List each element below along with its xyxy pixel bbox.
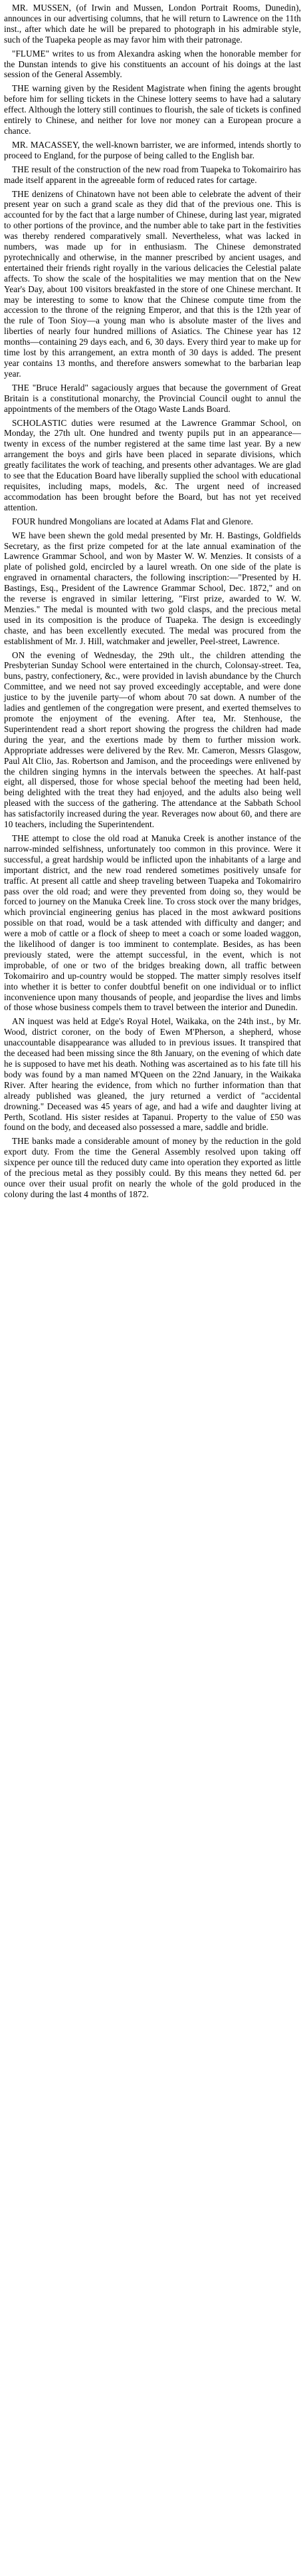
paragraph-mussen-photographer: MR. MUSSEN, (of Irwin and Mussen, London Portrait Rooms, Dunedin), announces in our advertising columns, that he will return to Lawrence on the 11th inst., after which date he will be prepared to photograph in his admirable style, such of the Tuapeka people as may favor him with their patronage.: [4, 3, 301, 45]
paragraph-gold-medal: WE have been shewn the gold medal presented by Mr. H. Bastings, Goldfields Secretary, as the first prize competed for at the late annual examination of the Lawrence Grammar School, and won by Master W. W. Menzies. It consists of a plate of polished gold, encircled by a laurel wreath. On one side of the plate is engraved in ornamental characters, the following inscription:—"Presented by H. Bastings, Esq., President of the Lawrence Grammar School, Dec. 1872," and on the reverse is engraved in similar lettering, "First prize, awarded to W. W. Menzies." The medal is mounted with two gold clasps, and the precious metal used in its composition is the produce of Tuapeka. The design is exceedingly chaste, and has been excellently executed. The medal was procured from the establishment of Mr. J. Hill, watchmaker and jeweller, Peel-street, Lawrence.: [4, 530, 301, 646]
paragraph-inquest: AN inquest was held at Edge's Royal Hotel, Waikaka, on the 24th inst., by Mr. Wood, district coroner, on the body of Ewen M'Pherson, a shepherd, whose unaccountable disappearance was alluded to in previous issues. It transpired that the deceased had been missing since the 8th January, on the evening of which date he is supposed to have met his death. Nothing was ascertained as to his fate till his body was found by a man named M'Queen on the 22nd January, in the Waikaka River. After hearing the evidence, from which no further information than that already published was gleaned, the jury returned a verdict of "accidental drowning." Deceased was 45 years of age, and had a wife and daughter living at Perth, Scotland. His sister resides at Tapanui. Property to the value of £50 was found on the body, and deceased also possessed a mare, saddle and bridle.: [4, 1016, 301, 1133]
paragraph-flume-letter: "FLUME" writes to us from Alexandra asking when the honorable member for the Dunstan intends to give his constituents an account of his doings at the last session of the General Assembly.: [4, 48, 301, 80]
paragraph-chinese-lottery: THE warning given by the Resident Magistrate when fining the agents brought before him for selling tickets in the Chinese lottery seems to have had a salutary effect. Although the lottery still continues to flourish, the sale of tickets is confined entirely to Chinese, and neither for love nor money can a European procure a chance.: [4, 83, 301, 136]
paragraph-cartage-rates: THE result of the construction of the new road from Tuapeka to Tokomairiro has made itself apparent in the agreeable form of reduced rates for cartage.: [4, 164, 301, 185]
paragraph-bruce-herald: THE "Bruce Herald" sagaciously argues that because the government of Great Britain is a constitutional monarchy, the Provincial Council ought to annul the appointments of the members of the Otago Waste Lands Board.: [4, 382, 301, 414]
paragraph-banks-gold-duty: THE banks made a considerable amount of money by the reduction in the gold export duty. From the time the General Assembly resolved upon taking off sixpence per ounce till the reduced duty came into operation they exported as little of the precious metal as they possibly could. By this means they netted 6d. per ounce over their usual profit on nearly the whole of the gold produced in the colony during the last 4 months of 1872.: [4, 1136, 301, 1199]
paragraph-grammar-school: SCHOLASTIC duties were resumed at the Lawrence Grammar School, on Monday, the 27th ult. One hundred and twenty pupils put in an appearance—twenty in excess of the number registered at the same time last year. By a new arrangement the boys and girls have been placed in separate divisions, which greatly facilitates the work of teaching, and presents other advantages. We are glad to see that the Education Board have liberally supplied the school with educational requisites, including maps, models, &c. The urgent need of increased accommodation has been brought before the Board, but has not yet received attention.: [4, 417, 301, 512]
paragraph-sunday-school: ON the evening of Wednesday, the 29th ult., the children attending the Presbyterian Sunday School were entertained in the church, Colonsay-street. Tea, buns, pastry, confectionery, &c., were provided in lavish abundance by the Church Committee, and we need not say proved exceedingly acceptable, and were done justice to by the juvenile party—of whom about 70 sat down. A number of the ladies and gentlemen of the congregation were present, and exerted themselves to promote the enjoyment of the evening. After tea, Mr. Stenhouse, the Superintendent read a short report showing the progress the children had made during the year, and the exertions made by them to further mission work. Appropriate addresses were delivered by the Rev. Mr. Cameron, Messrs Glasgow, Paul Alt Clio, Jas. Robertson and Jamison, and the proceedings were enlivened by the children singing hymns in the intervals between the speeches. At half-past eight, all dispersed, those for whose special behoof the meeting had been held, being delighted with the treat they had enjoyed, and the adults also being well pleased with the success of the gathering. The attendance at the Sabbath School has satisfactorily increased during the year. Reverages now about 60, and there are 10 teachers, including the Superintendent.: [4, 649, 301, 830]
paragraph-mongolians: FOUR hundred Mongolians are located at Adams Flat and Glenore.: [12, 516, 253, 526]
paragraph-chinese-new-year: THE denizens of Chinatown have not been able to celebrate the advent of their present year on such a grand scale as they did that of the previous one. This is accounted for by the fact that a large number of Chinese, during last year, migrated to other portions of the province, and the number able to take part in the festivities was thereby rendered comparatively small. Nevertheless, what was lacked in numbers, was made up for in enthusiasm. The Chinese demonstrated pyrotechnically and otherwise, in the manner prescribed by ancient usages, and entertained their friends right royally in the various delicacies the Celestial palate affects. To show the scale of the hospitalities we may mention that on the New Year's Day, about 100 visitors breakfasted in the store of one Chinese merchant. It may be interesting to some to know that the Chinese compute time from the accession to the throne of the reigning Emperor, and that this is the 12th year of the rule of Toon Sioy—a young man who is absolute master of the lives and liberties of nearly four hundred millions of Asiatics. The Chinese year has 12 months—containing 29 days each, and 6, 30 days. Every third year to make up for time lost by this arrangement, an extra month of 30 days is added. The present year contains 13 months, and therefore answers somewhat to the barbarian leap year.: [4, 188, 301, 379]
paragraph-macassey-barrister: MR. MACASSEY, the well-known barrister, we are informed, intends shortly to proceed to England, for the purpose of being called to the English bar.: [4, 139, 301, 160]
paragraph-manuka-creek-road: THE attempt to close the old road at Manuka Creek is another instance of the narrow-minded selfishness, unfortunately too common in this province. Were it successful, a great hardship would be inflicted upon the inhabitants of a large and important district, and the new road rendered sometimes positively unsafe for traffic. At present all cattle and sheep traveling between Tuapeka and Tokomairiro pass over the old road; and were they prevented from doing so, they would be forced to journey on the Manuka Creek line. To cross stock over the many bridges, which provincial engineering genius has placed in the most awkward positions possible on that road, would be a task attended with difficulty and danger; and were a mob of cattle or a flock of sheep to meet a coach or some loaded waggon, the likelihood of danger is too imminent to contemplate. Besides, as has been previously stated, were the attempt successful, in the event, which is not improbable, of one or two of the bridges breaking down, all traffic between Tokomairiro and up-country would be stopped. The matter simply resolves itself into whether it is better to confer doubtful benefit on one individual or to inflict inconvenience upon many thousands of people, and jeopardise the lives and limbs of those whose business compels them to travel between the interior and Dunedin.: [4, 832, 301, 1013]
